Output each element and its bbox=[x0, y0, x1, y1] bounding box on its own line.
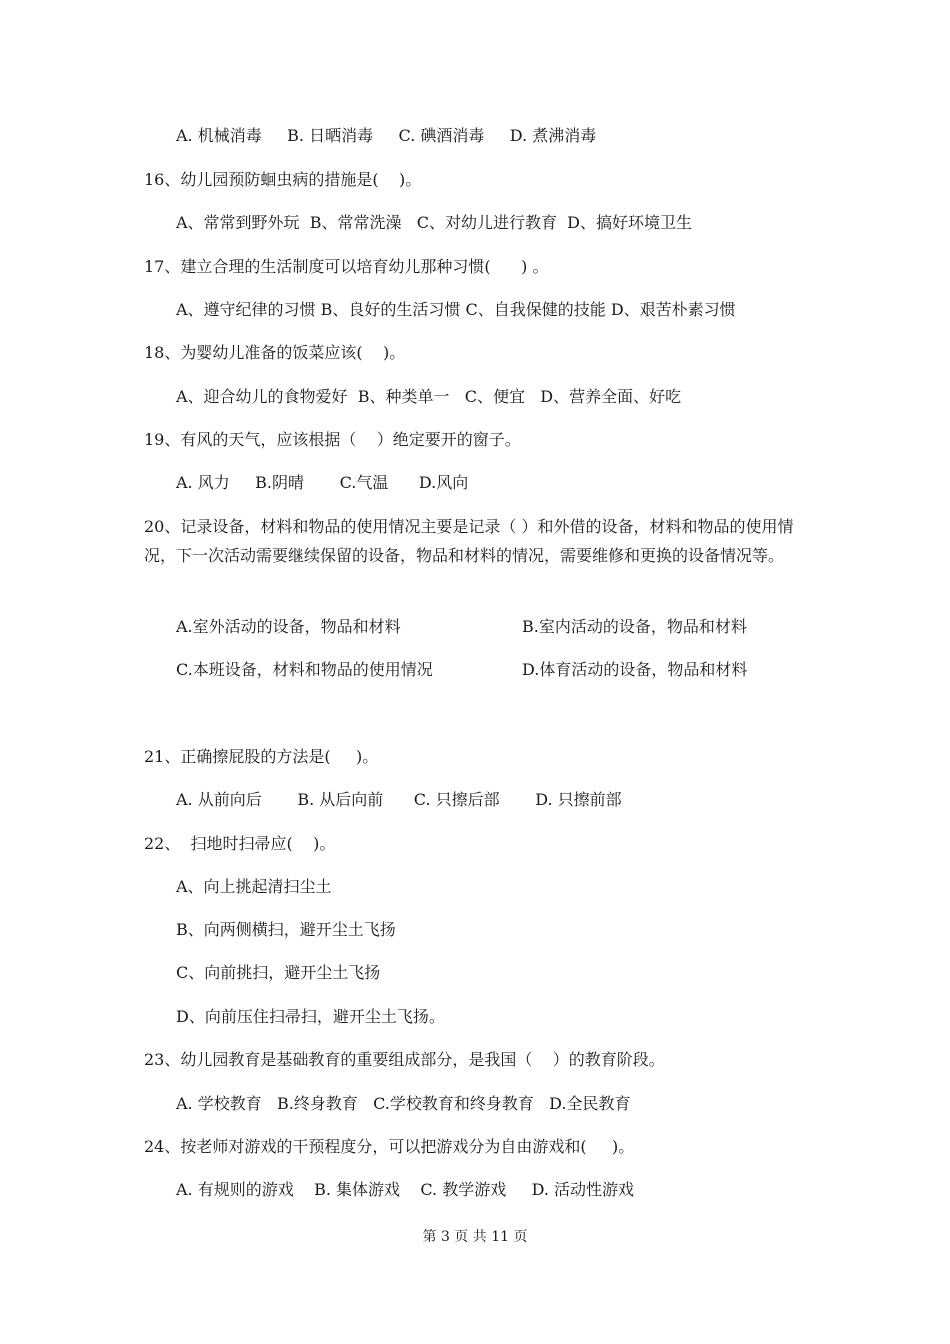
question-20-option-d: D.体育活动的设备，物品和材料 bbox=[522, 660, 748, 679]
question-24-options: A. 有规则的游戏 B. 集体游戏 C. 教学游戏 D. 活动性游戏 bbox=[176, 1180, 635, 1199]
question-15-options: A. 机械消毒 B. 日晒消毒 C. 碘酒消毒 D. 煮沸消毒 bbox=[176, 126, 597, 145]
question-19-options: A. 风力 B.阴晴 C.气温 D.风向 bbox=[176, 473, 469, 492]
question-22-option-d: D、向前压住扫帚扫，避开尘土飞扬。 bbox=[176, 1007, 445, 1026]
question-20-option-c: C.本班设备，材料和物品的使用情况 bbox=[176, 660, 433, 679]
question-23: 23、幼儿园教育是基础教育的重要组成部分，是我国（ ）的教育阶段。 bbox=[144, 1050, 665, 1069]
question-20-option-b: B.室内活动的设备，物品和材料 bbox=[522, 617, 747, 636]
question-18: 18、为婴幼儿准备的饭菜应该( )。 bbox=[144, 343, 406, 362]
question-22-option-c: C、向前挑扫，避开尘土飞扬 bbox=[176, 963, 381, 982]
question-20: 20、记录设备，材料和物品的使用情况主要是记录（ ）和外借的设备，材料和物品的使用情况，下一次活动需要继续保留的设备，物品和材料的情况，需要维修和更换的设备情况等。 bbox=[144, 517, 794, 565]
question-21-options: A. 从前向后 B. 从后向前 C. 只擦后部 D. 只擦前部 bbox=[176, 790, 622, 809]
question-22-option-a: A、向上挑起清扫尘土 bbox=[176, 877, 332, 896]
page-number-footer: 第 3 页 共 11 页 bbox=[422, 1229, 528, 1245]
question-21: 21、正确擦屁股的方法是( )。 bbox=[144, 747, 379, 766]
question-16: 16、幼儿园预防蛔虫病的措施是( )。 bbox=[144, 170, 422, 189]
question-17: 17、建立合理的生活制度可以培育幼儿那种习惯( ) 。 bbox=[144, 257, 549, 276]
question-20-option-a: A.室外活动的设备，物品和材料 bbox=[176, 617, 401, 636]
question-22: 22、 扫地时扫帚应( )。 bbox=[144, 834, 336, 853]
question-19: 19、有风的天气，应该根据（ ）绝定要开的窗子。 bbox=[144, 430, 521, 449]
question-18-options: A、迎合幼儿的食物爱好 B、种类单一 C、便宜 D、营养全面、好吃 bbox=[176, 387, 682, 406]
question-22-option-b: B、向两侧横扫，避开尘土飞扬 bbox=[176, 920, 396, 939]
question-17-options: A、遵守纪律的习惯 B、良好的生活习惯 C、自我保健的技能 D、艰苦朴素习惯 bbox=[176, 300, 736, 319]
question-24: 24、按老师对游戏的干预程度分，可以把游戏分为自由游戏和( )。 bbox=[144, 1137, 635, 1156]
question-23-options: A. 学校教育 B.终身教育 C.学校教育和终身教育 D.全民教育 bbox=[176, 1094, 631, 1113]
question-16-options: A、常常到野外玩 B、常常洗澡 C、对幼儿进行教育 D、搞好环境卫生 bbox=[176, 213, 692, 232]
